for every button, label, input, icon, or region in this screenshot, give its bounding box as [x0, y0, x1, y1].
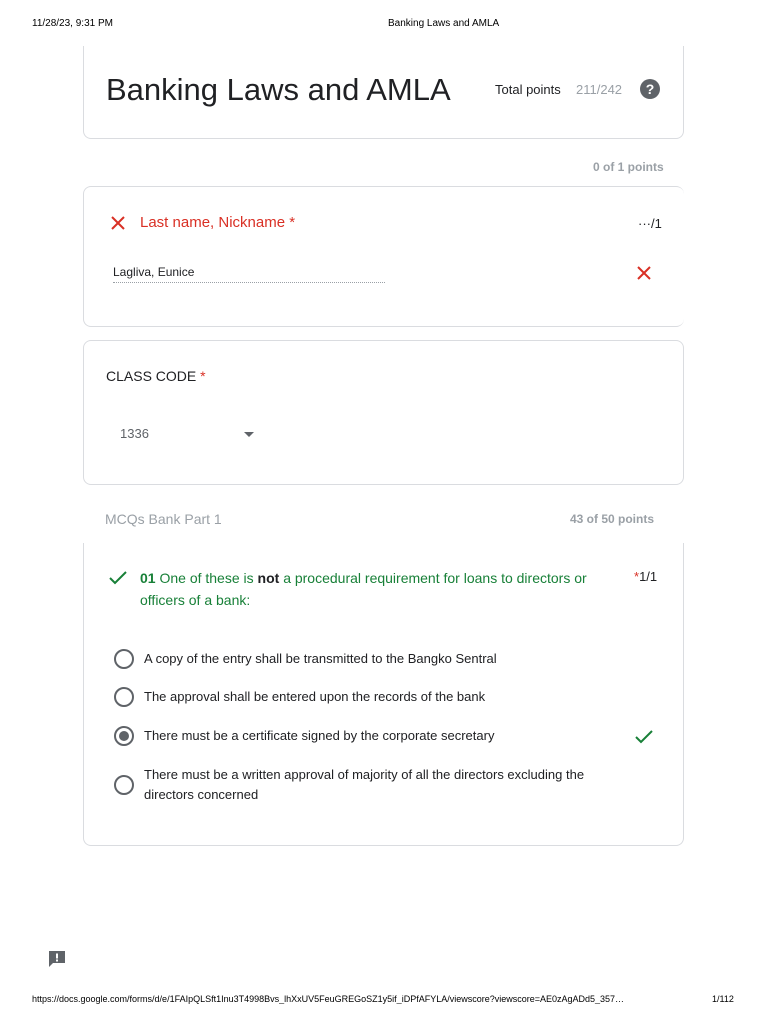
close-icon	[636, 265, 652, 281]
print-page-number: 1/112	[712, 994, 734, 1004]
radio-button-checked[interactable]	[114, 726, 134, 746]
check-icon	[634, 729, 654, 745]
option-label: A copy of the entry shall be transmitted to the Bangko Sentral	[144, 651, 497, 666]
question-text	[140, 567, 620, 611]
print-url: https://docs.google.com/forms/d/e/1FAIpQLSft1Inu3T4998Bvs_lhXxUV5FeuGREGoSZ1y5if_iDPfAFYLA/viewscore?viewscore=AE0zAgADd5_357…	[32, 994, 625, 1004]
question-card-name	[83, 186, 684, 327]
question-label: Last name, Nickname *	[140, 214, 296, 231]
question-text-emphasis: not	[257, 570, 280, 586]
question-text-part: One of these is	[159, 570, 254, 586]
option-2[interactable]	[114, 679, 654, 715]
question-label-text: CLASS CODE	[106, 368, 197, 384]
form-title: Banking Laws and AMLA	[106, 72, 451, 107]
option-4[interactable]	[114, 763, 654, 807]
close-icon	[110, 215, 126, 231]
option-label: There must be a certificate signed by the corporate secretary	[144, 728, 495, 743]
radio-button[interactable]	[114, 687, 134, 707]
question-label	[106, 368, 206, 384]
chevron-down-icon	[244, 432, 254, 437]
question-card-01	[83, 543, 684, 846]
radio-button[interactable]	[114, 649, 134, 669]
question-card-class-code	[83, 340, 684, 485]
section-title: MCQs Bank Part 1	[105, 511, 222, 527]
total-points-label: Total points	[495, 82, 561, 97]
check-icon	[108, 569, 128, 587]
option-label: There must be a written approval of majority of all the directors excluding the directors concerned	[144, 767, 585, 802]
question-text-part: a procedural requirement for loans to directors or officers of a bank:	[140, 570, 587, 608]
total-points-value: 211/242	[576, 82, 623, 97]
report-problem-icon[interactable]	[47, 949, 67, 969]
print-date: 11/28/23, 9:31 PM	[32, 18, 113, 29]
question-number: 01	[140, 570, 156, 586]
section-points: 0 of 1 points	[593, 160, 664, 174]
selected-value: 1336	[120, 426, 149, 441]
score-value: 1/1	[639, 569, 658, 584]
required-mark: *	[200, 368, 206, 384]
answer-text: Lagliva, Eunice	[113, 265, 385, 283]
class-code-select[interactable]	[120, 426, 260, 446]
form-header-card	[83, 46, 684, 139]
option-1[interactable]	[114, 641, 654, 677]
print-title: Banking Laws and AMLA	[388, 18, 500, 29]
help-icon[interactable]: ?	[640, 79, 660, 99]
option-label: The approval shall be entered upon the records of the bank	[144, 689, 486, 704]
option-3[interactable]	[114, 718, 654, 754]
radio-button[interactable]	[114, 775, 134, 795]
section-points: 43 of 50 points	[570, 512, 655, 526]
question-score	[634, 569, 657, 584]
question-score: ···/1	[638, 216, 662, 231]
required-mark: *	[634, 569, 640, 584]
